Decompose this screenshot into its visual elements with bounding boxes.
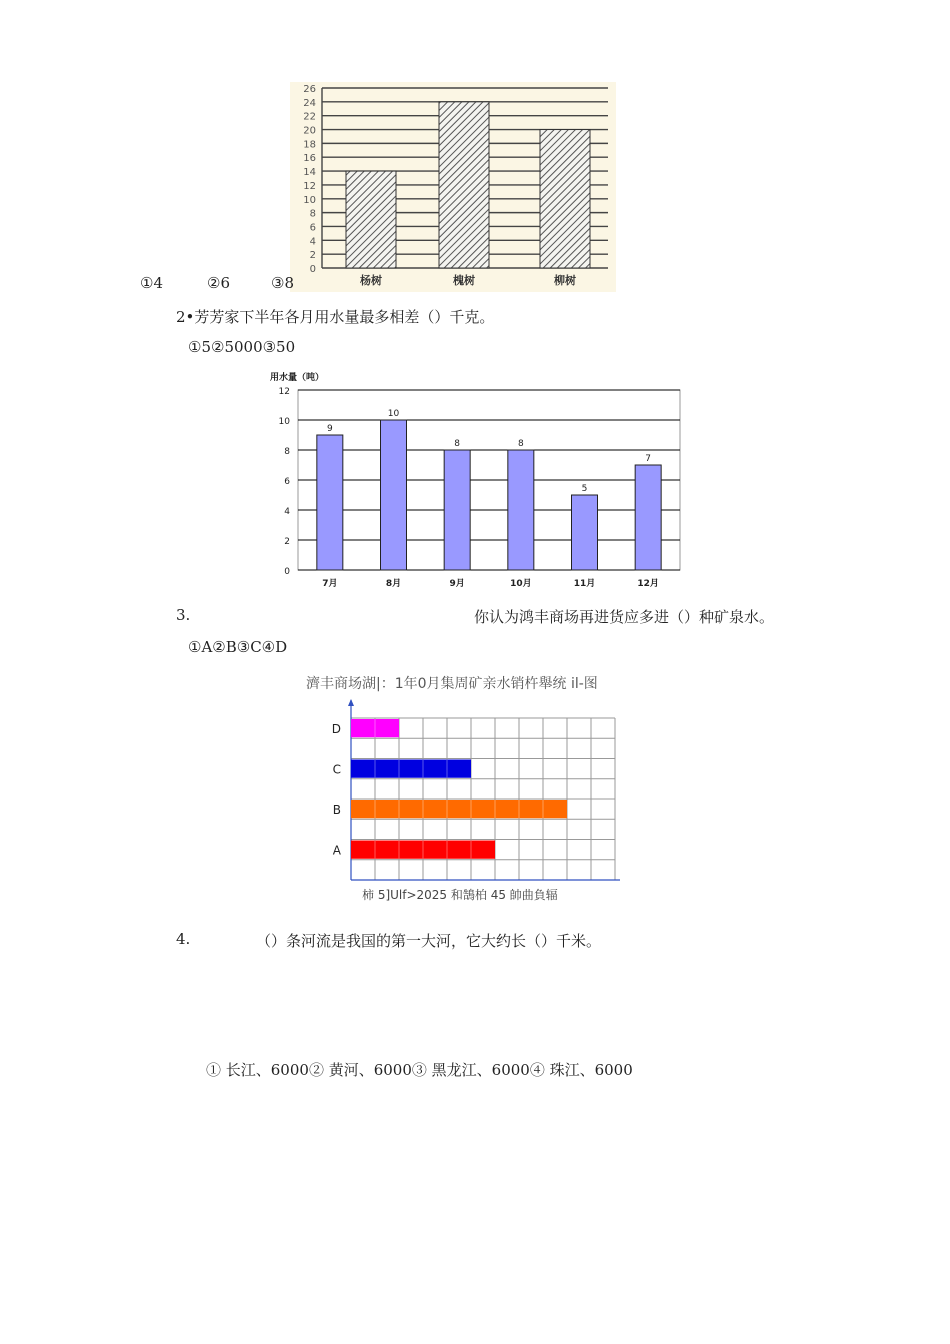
chart2-data-label: 8 — [517, 439, 524, 449]
chart3-ytick: C — [332, 762, 341, 777]
chart3-bar — [351, 760, 471, 778]
chart1-ytick: 2 — [309, 250, 316, 262]
chart2-bar — [317, 435, 343, 570]
chart1-ytick: 26 — [303, 84, 316, 95]
chart2-ytick: 0 — [284, 567, 290, 577]
water-sales-horizontal-bar-chart — [320, 690, 620, 890]
chart2-xtick: 8月 — [385, 579, 402, 589]
chart2-bar — [572, 495, 598, 570]
chart2-data-label: 5 — [581, 484, 588, 494]
chart2-data-label: 10 — [387, 409, 400, 419]
chart1-ytick: 8 — [309, 208, 316, 220]
q3-text: 你认为鸿丰商场再进货应多进（）种矿泉水。 — [474, 608, 775, 626]
chart1-ytick: 0 — [309, 264, 316, 275]
chart2-xtick: 9月 — [449, 579, 465, 589]
chart2-ytick: 4 — [284, 507, 290, 517]
chart1-ytick: 6 — [309, 222, 316, 234]
chart1-ytick: 14 — [303, 167, 316, 179]
chart2-bar — [444, 450, 470, 570]
chart2-ytick: 8 — [284, 447, 290, 457]
chart1-ytick: 4 — [309, 236, 316, 248]
q1-option-2: ②6 — [207, 274, 230, 292]
q4-options: ① 长江、6000② 黄河、6000③ 黑龙江、6000④ 珠江、6000 — [206, 1061, 633, 1079]
chart1-ytick: 18 — [303, 139, 316, 151]
chart2-ytick: 12 — [278, 387, 290, 397]
q3-number: 3. — [176, 606, 191, 624]
chart2-bar — [381, 420, 407, 570]
chart1-ytick: 20 — [303, 125, 316, 137]
chart1-ytick: 10 — [303, 194, 316, 206]
tree-bar-chart — [290, 82, 616, 292]
chart3-ytick: A — [332, 843, 341, 858]
chart2-xtick: 7月 — [322, 579, 338, 589]
chart2-ytick: 2 — [284, 537, 290, 547]
chart1-bar — [439, 102, 489, 268]
chart1-ytick: 12 — [303, 180, 316, 192]
chart2-xtick: 11月 — [573, 579, 596, 589]
chart2-ytick: 6 — [284, 477, 290, 487]
chart3-ytick: B — [332, 803, 341, 818]
chart1-ytick: 16 — [303, 153, 316, 165]
chart3-ytick: D — [331, 722, 341, 737]
chart1-bar — [346, 171, 396, 268]
chart2-data-label: 7 — [645, 454, 652, 464]
chart1-xtick: 槐树 — [453, 274, 475, 287]
q4-text: （）条河流是我国的第一大河，它大约长（）千米。 — [256, 932, 602, 950]
chart2-ylabel: 用水量（吨） — [270, 373, 325, 383]
chart3-y-arrow — [348, 699, 354, 706]
q3-chart-footer: 柿 5]Ulf>2025 和鵠柏 45 帥曲負辐 — [362, 888, 558, 902]
q2-text: 2•芳芳家下半年各月用水量最多相差（）千克。 — [176, 308, 495, 326]
q3-options: ①A②B③C④D — [188, 638, 288, 656]
chart2-data-label: 9 — [326, 424, 333, 434]
q2-options: ①5②5000③50 — [188, 338, 296, 356]
chart1-bar — [540, 130, 590, 268]
q3-chart-title: 濟丰商场湖|：1年0月集周矿亲水销杵舉统 il-图 — [306, 676, 598, 692]
water-usage-bar-chart — [262, 368, 687, 593]
chart1-xtick: 柳树 — [554, 274, 576, 287]
q1-option-3: ③8 — [271, 274, 294, 292]
chart3-bar — [351, 800, 567, 818]
q1-option-1: ①4 — [140, 274, 163, 292]
chart2-bar — [508, 450, 534, 570]
chart2-xtick: 10月 — [510, 579, 532, 589]
chart1-xtick: 杨树 — [360, 274, 382, 287]
chart1-ytick: 22 — [303, 111, 316, 123]
chart2-ytick: 10 — [278, 417, 290, 427]
chart2-data-label: 8 — [454, 439, 461, 449]
chart1-ytick: 24 — [303, 97, 316, 109]
q4-number: 4. — [176, 930, 191, 948]
chart2-bar — [635, 465, 661, 570]
chart2-xtick: 12月 — [637, 579, 659, 589]
